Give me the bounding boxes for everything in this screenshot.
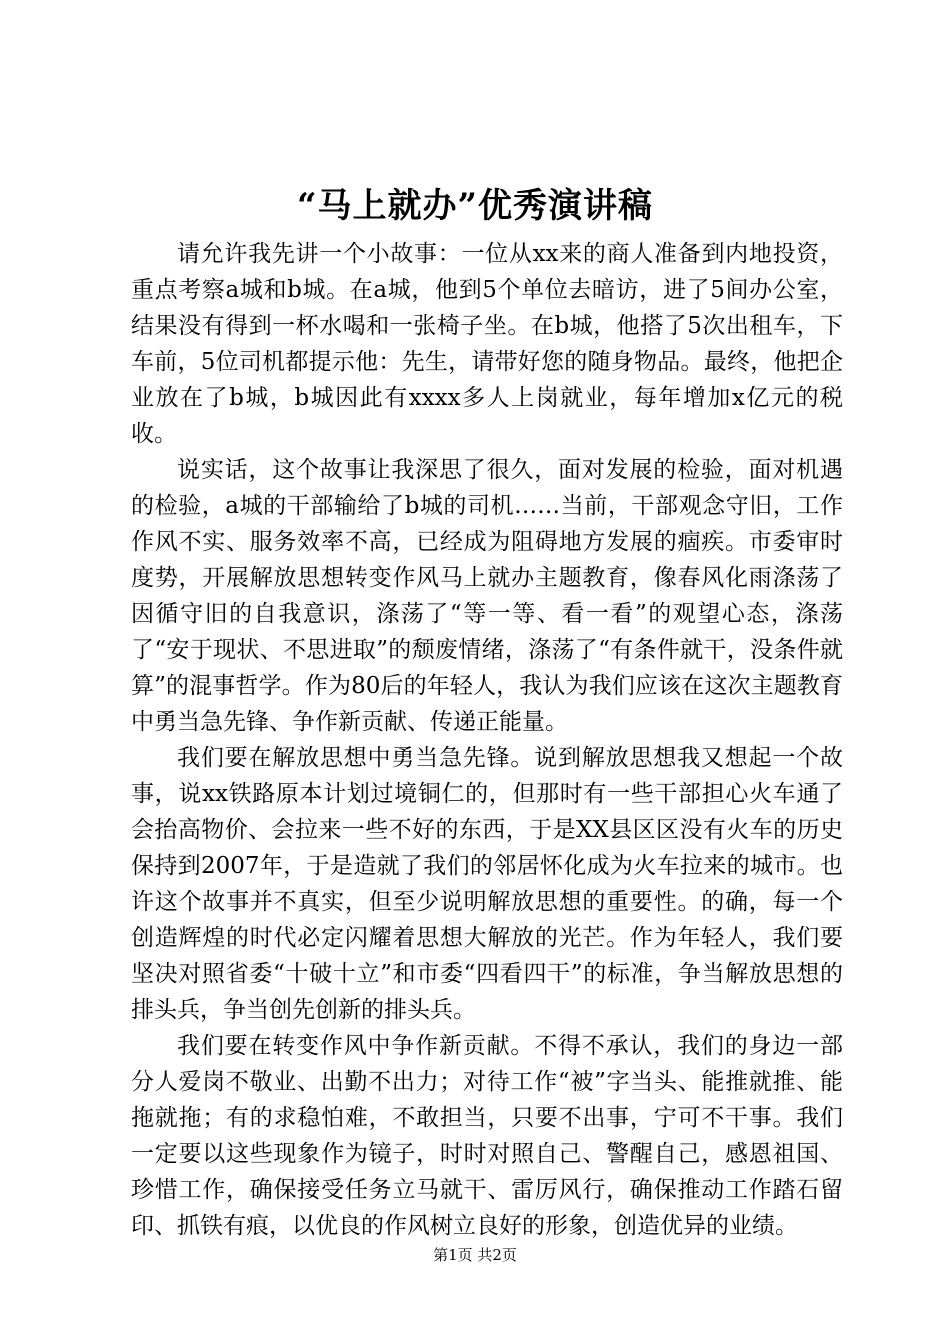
document-body — [131, 236, 843, 1244]
page-title: “马上就办”优秀演讲稿 — [296, 186, 654, 226]
paragraph-3: 我们要在解放思想中勇当急先锋。说到解放思想我又想起一个故事，说xx铁路原本计划过境铜仁的，但那时有一些干部担心火车通了会抬高物价、会拉来一些不好的东西，于是XX县区区没有火车的历史保持到2007年，于是造就了我们的邻居怀化成为火车拉来的城市。也许这个故事并不真实，但至少说明解放思想的重要性。的确，每一个创造辉煌的时代必定闪耀着思想大解放的光芒。作为年轻人，我们要坚决对照省委“十破十立”和市委“四看四干”的标准，争当解放思想的排头兵，争当创先创新的排头兵。 — [131, 745, 843, 1023]
paragraph-4: 我们要在转变作风中争作新贡献。不得不承认，我们的身边一部分人爱岗不敬业、出勤不出力；对待工作“被”字当头、能推就推、能拖就拖；有的求稳怕难，不敢担当，只要不出事，宁可不干事。我们一定要以这些现象作为镜子，时时对照自己、警醒自己，感恩祖国、珍惜工作，确保接受任务立马就干、雷厉风行，确保推动工作踏石留印、抓铁有痕，以优良的作风树立良好的形象，创造优异的业绩。 — [131, 1033, 843, 1239]
page-footer: 第1页 共2页 — [433, 1246, 517, 1264]
paragraph-2: 说实话，这个故事让我深思了很久，面对发展的检验，面对机遇的检验，a城的干部输给了b城的司机……当前，干部观念守旧，工作作风不实、服务效率不高，已经成为阻碍地方发展的痼疾。市委审时度势，开展解放思想转变作风马上就办主题教育，像春风化雨涤荡了因循守旧的自我意识，涤荡了“等一等、看一看”的观望心态，涤荡了“安于现状、不思进取”的颓废情绪，涤荡了“有条件就干，没条件就算”的混事哲学。作为80后的年轻人，我认为我们应该在这次主题教育中勇当急先锋、争作新贡献、传递正能量。 — [131, 457, 843, 735]
paragraph-1: 请允许我先讲一个小故事：一位从xx来的商人准备到内地投资，重点考察a城和b城。在a城，他到5个单位去暗访，进了5间办公室，结果没有得到一杯水喝和一张椅子坐。在b城，他搭了5次出租车，下车前，5位司机都提示他：先生，请带好您的随身物品。最终，他把企业放在了b城，b城因此有xxxx多人上岗就业，每年增加x亿元的税收。 — [131, 241, 843, 447]
